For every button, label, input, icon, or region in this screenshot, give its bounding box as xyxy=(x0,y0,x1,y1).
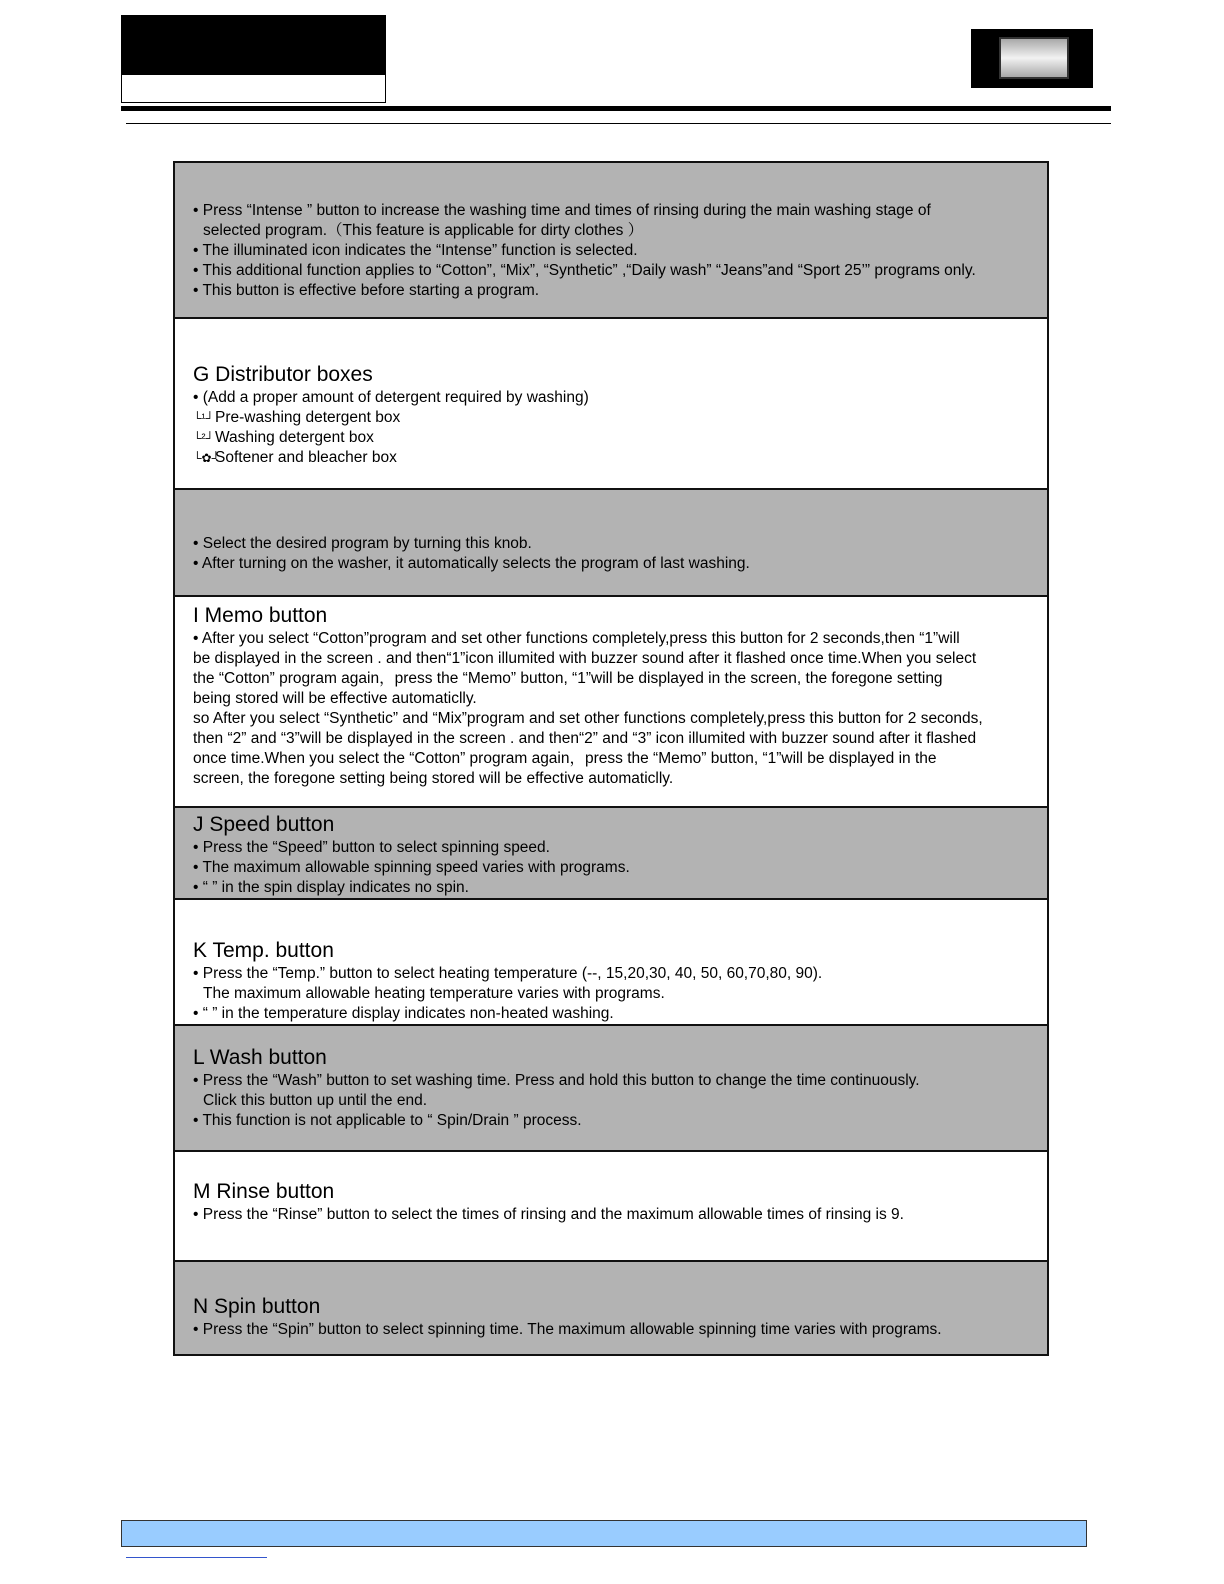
temp-line-3: • “ ” in the temperature display indicates non-heated washing. xyxy=(193,1005,614,1022)
distributor-item-label: Washing detergent box xyxy=(215,429,374,446)
knob-line-1: • Select the desired program by turning this knob. xyxy=(193,535,532,552)
distributor-item-wash xyxy=(193,428,1043,448)
intense-line-1: • Press “Intense ” button to increase the washing time and times of rinsing during the main washing stage of xyxy=(193,202,931,219)
distributor-item-prewash xyxy=(193,408,1043,428)
memo-line-1: • After you select “Cotton”program and set other functions completely,press this button for 2 seconds,then “1”will xyxy=(193,630,960,647)
intense-line-2: selected program.（This feature is applicable for dirty clothes ） xyxy=(203,222,644,239)
section-wash xyxy=(173,1026,1049,1152)
wash-line-1: • Press the “Wash” button to set washing time. Press and hold this button to change the time continuously. xyxy=(193,1072,920,1089)
speed-line-1: • Press the “Speed” button to select spinning speed. xyxy=(193,839,550,856)
memo-line-5: so After you select “Synthetic” and “Mix”program and set other functions completely,press this button for 2 seconds, xyxy=(193,710,983,727)
wash-title: L Wash button xyxy=(193,1046,327,1069)
speed-title: J Speed button xyxy=(193,813,335,836)
temp-line-1: • Press the “Temp.” button to select heating temperature (--, 15,20,30, 40, 50, 60,70,80, 90). xyxy=(193,965,823,982)
logo-plate xyxy=(999,37,1069,79)
section-spin xyxy=(173,1262,1049,1356)
rinse-title: M Rinse button xyxy=(193,1180,335,1203)
memo-line-2: be displayed in the screen . and then“1”icon illumited with buzzer sound after it flashed once time.When you select xyxy=(193,650,977,667)
footer-underline xyxy=(126,1557,267,1558)
distributor-item-label: Softener and bleacher box xyxy=(215,449,397,466)
distributor-line-1: • (Add a proper amount of detergent required by washing) xyxy=(193,389,589,406)
spin-title: N Spin button xyxy=(193,1295,321,1318)
speed-line-2: • The maximum allowable spinning speed varies with programs. xyxy=(193,859,630,876)
intense-line-4: • This additional function applies to “Cotton”, “Mix”, “Synthetic” ,“Daily wash” “Jeans”and “Sport 25’” programs only. xyxy=(193,262,976,279)
section-distributor xyxy=(173,319,1049,490)
spin-line-1: • Press the “Spin” button to select spinning time. The maximum allowable spinning time varies with programs. xyxy=(193,1321,942,1338)
distributor-item-label: Pre-washing detergent box xyxy=(215,409,401,426)
temp-title: K Temp. button xyxy=(193,939,334,962)
wash-line-3: • This function is not applicable to “ Spin/Drain ” process. xyxy=(193,1112,582,1129)
section-memo xyxy=(173,597,1049,808)
footer-bar xyxy=(121,1520,1087,1547)
memo-line-4: being stored will be effective automaticlly. xyxy=(193,690,477,707)
feature-table xyxy=(173,161,1049,1356)
memo-line-3: the “Cotton” program again，press the “Memo” button, “1”will be displayed in the screen, the foregone setting xyxy=(193,670,943,687)
memo-line-7: once time.When you select the “Cotton” program again，press the “Memo” button, “1”will be displayed in the xyxy=(193,750,937,767)
speed-line-3: • “ ” in the spin display indicates no spin. xyxy=(193,879,469,896)
header-rule-thin xyxy=(126,123,1111,124)
distributor-title: G Distributor boxes xyxy=(193,363,373,386)
memo-line-8: screen, the foregone setting being stored will be effective automaticlly. xyxy=(193,770,674,787)
softener-box-icon: └✿┘ xyxy=(193,451,221,465)
intense-line-5: • This button is effective before starting a program. xyxy=(193,282,540,299)
header-logo-box xyxy=(121,15,386,103)
intense-line-3: • The illuminated icon indicates the “Intense” function is selected. xyxy=(193,242,638,259)
section-speed xyxy=(173,808,1049,900)
section-intense xyxy=(173,161,1049,319)
memo-title: I Memo button xyxy=(193,604,328,627)
section-temp xyxy=(173,900,1049,1026)
temp-line-2: The maximum allowable heating temperature varies with programs. xyxy=(203,985,665,1002)
header-black-band xyxy=(122,16,385,75)
brand-logo xyxy=(971,29,1093,88)
header-rule-thick xyxy=(121,106,1111,111)
wash-box-icon: └²┘ xyxy=(193,431,214,445)
section-rinse xyxy=(173,1152,1049,1262)
knob-line-2: • After turning on the washer, it automatically selects the program of last washing. xyxy=(193,555,750,572)
memo-line-6: then “2” and “3”will be displayed in the screen . and then“2” and “3” icon illumited with buzzer sound after it flashed xyxy=(193,730,977,747)
rinse-line-1: • Press the “Rinse” button to select the times of rinsing and the maximum allowable times of rinsing is 9. xyxy=(193,1206,904,1223)
wash-line-2: Click this button up until the end. xyxy=(203,1092,428,1109)
distributor-item-softener xyxy=(193,448,1043,468)
pre-wash-box-icon: └¹┘ xyxy=(193,411,214,425)
section-program-knob xyxy=(173,490,1049,597)
